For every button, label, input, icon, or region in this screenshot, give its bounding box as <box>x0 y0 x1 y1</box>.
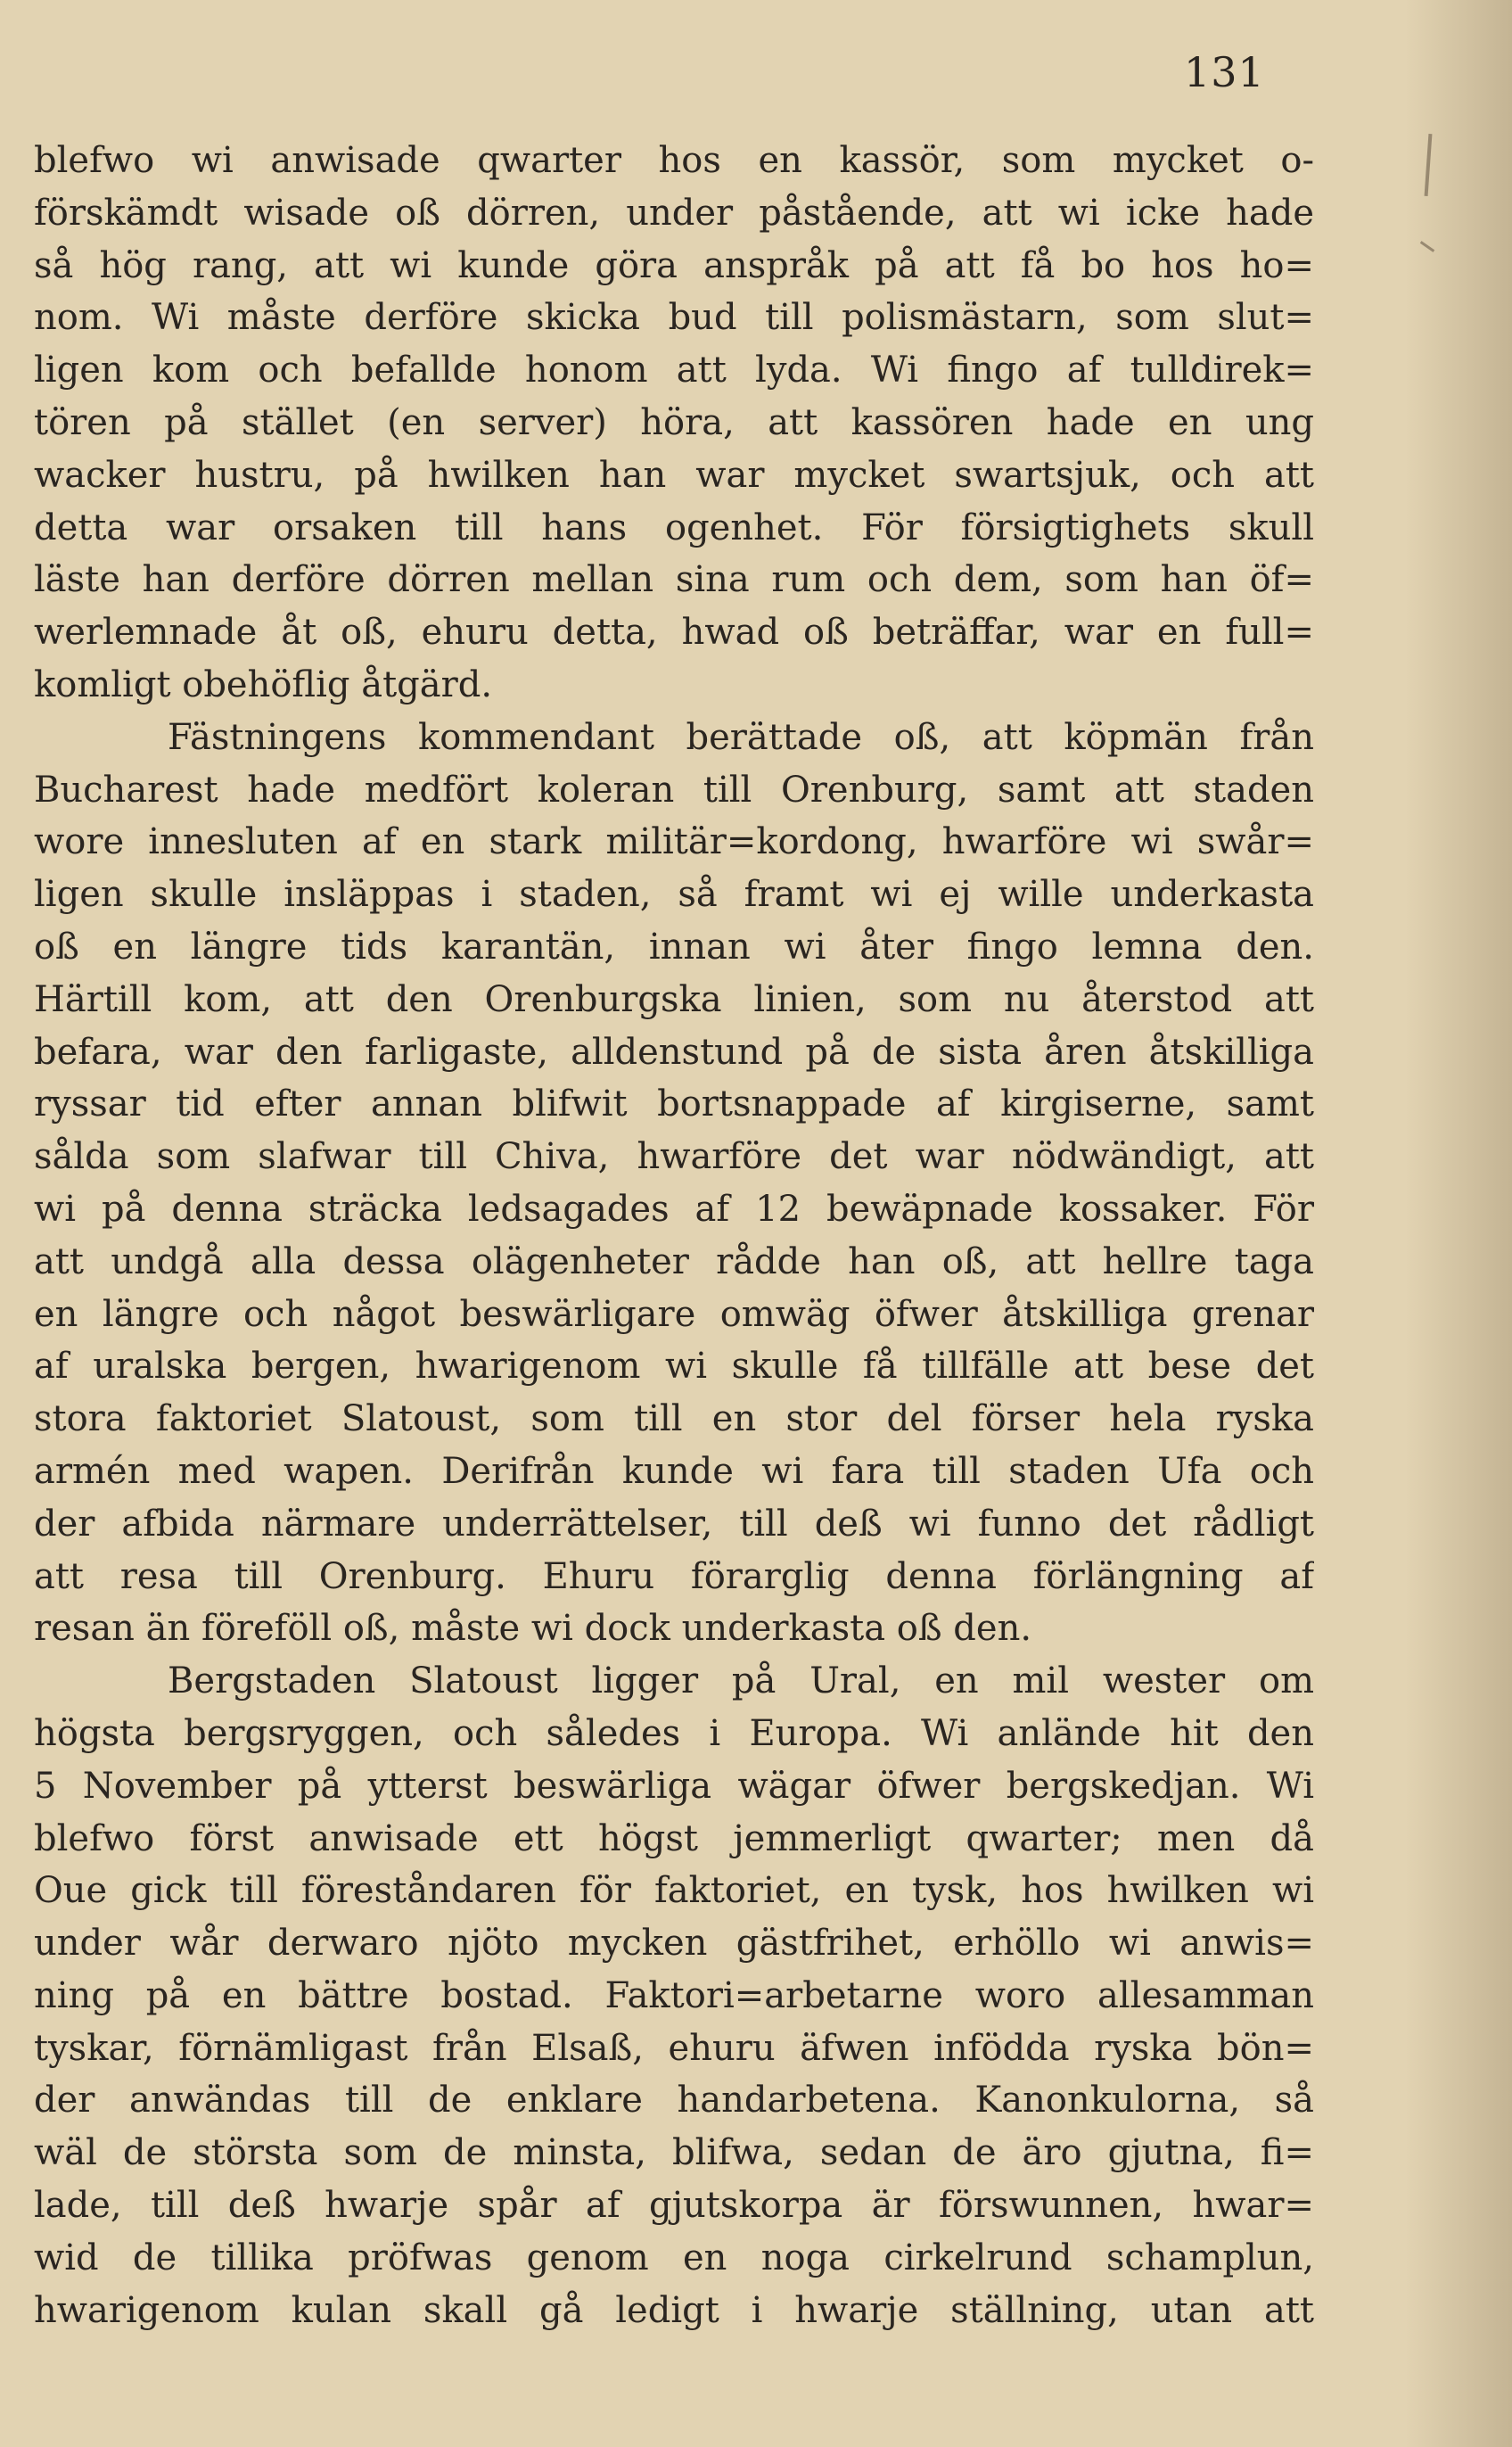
text-line: blefwo wi anwisade qwarter hos en kassör, som mycket o- <box>34 140 1314 181</box>
text-line: 5 November på ytterst beswärliga wägar öfwer bergskedjan. Wi <box>34 1765 1314 1807</box>
body-text <box>34 135 1314 2336</box>
text-line: blefwo först anwisade ett högst jemmerligt qwarter; men då <box>34 1817 1314 1859</box>
text-line: armén med wapen. Derifrån kunde wi fara till staden Ufa och <box>34 1450 1314 1492</box>
text-line: wacker hustru, på hwilken han war mycket swartsjuk, och att <box>34 454 1314 496</box>
text-line: Härtill kom, att den Orenburgska linien, som nu återstod att <box>34 978 1314 1020</box>
text-line: tyskar, förnämligast från Elsaß, ehuru äfwen infödda ryska bön= <box>34 2027 1314 2069</box>
text-line: hwarigenom kulan skall gå ledigt i hwarje ställning, utan att <box>34 2289 1314 2331</box>
text-line: lade, till deß hwarje spår af gjutskorpa är förswunnen, hwar= <box>34 2185 1314 2227</box>
text-line: under wår derwaro njöto mycken gästfrihet, erhöllo wi anwis= <box>34 1923 1314 1965</box>
text-line: der afbida närmare underrättelser, till deß wi funno det rådligt <box>34 1503 1314 1545</box>
page-number: 131 <box>1184 48 1265 96</box>
text-line: förskämdt wisade oß dörren, under påstående, att wi icke hade <box>34 192 1314 234</box>
text-line: befara, war den farligaste, alldenstund på de sista åren åtskilliga <box>34 1031 1314 1073</box>
text-line: ligen kom och befallde honom att lyda. Wi fingo af tulldirek= <box>34 350 1314 391</box>
text-line: Fästningens kommendant berättade oß, att köpmän från <box>168 716 1314 758</box>
text-line: stora faktoriet Slatoust, som till en stor del förser hela ryska <box>34 1398 1314 1440</box>
text-line: detta war orsaken till hans ogenhet. För försigtighets skull <box>34 507 1314 548</box>
text-line: sålda som slafwar till Chiva, hwarföre det war nödwändigt, att <box>34 1136 1314 1178</box>
text-line: werlemnade åt oß, ehuru detta, hwad oß beträffar, war en full= <box>34 612 1314 654</box>
text-line: wi på denna sträcka ledsagades af 12 bewäpnade kossaker. För <box>34 1188 1314 1230</box>
text-line: att undgå alla dessa olägenheter rådde han oß, att hellre taga <box>34 1240 1314 1282</box>
text-line: att resa till Orenburg. Ehuru förarglig denna förlängning af <box>34 1555 1314 1597</box>
text-line: nom. Wi måste derföre skicka bud till polismästarn, som slut= <box>34 297 1314 339</box>
text-line: wid de tillika pröfwas genom en noga cirkelrund schamplun, <box>34 2237 1314 2278</box>
text-line: wäl de största som de minsta, blifwa, sedan de äro gjutna, fi= <box>34 2132 1314 2174</box>
page-edge-shadow <box>1405 0 1512 2447</box>
text-line: komligt obehöflig åtgärd. <box>34 663 493 705</box>
text-line: en längre och något beswärligare omwäg öfwer åtskilliga grenar <box>34 1293 1314 1335</box>
text-line: Oue gick till föreståndaren för faktoriet, en tysk, hos hwilken wi <box>34 1870 1314 1912</box>
text-line: läste han derföre dörren mellan sina rum och dem, som han öf= <box>34 559 1314 601</box>
text-line: Bergstaden Slatoust ligger på Ural, en mil wester om <box>168 1660 1314 1702</box>
text-line: af uralska bergen, hwarigenom wi skulle få tillfälle att bese det <box>34 1346 1314 1388</box>
text-line: wore innesluten af en stark militär=kordong, hwarföre wi swår= <box>34 821 1314 863</box>
text-line: ning på en bättre bostad. Faktori=arbetarne woro allesamman <box>34 1974 1314 2016</box>
text-line: Bucharest hade medfört koleran till Orenburg, samt att staden <box>34 769 1314 811</box>
text-line: oß en längre tids karantän, innan wi åter fingo lemna den. <box>34 926 1314 968</box>
text-line: ligen skulle insläppas i staden, så framt wi ej wille underkasta <box>34 874 1314 916</box>
text-line: der anwändas till de enklare handarbetena. Kanonkulorna, så <box>34 2080 1314 2122</box>
text-line: så hög rang, att wi kunde göra anspråk på att få bo hos ho= <box>34 244 1314 286</box>
text-line: tören på stället (en server) höra, att kassören hade en ung <box>34 401 1314 443</box>
text-line: högsta bergsryggen, och således i Europa. Wi anlände hit den <box>34 1712 1314 1754</box>
text-line: resan än föreföll oß, måste wi dock underkasta oß den. <box>34 1608 1032 1650</box>
text-line: ryssar tid efter annan blifwit bortsnappade af kirgiserne, samt <box>34 1083 1314 1125</box>
